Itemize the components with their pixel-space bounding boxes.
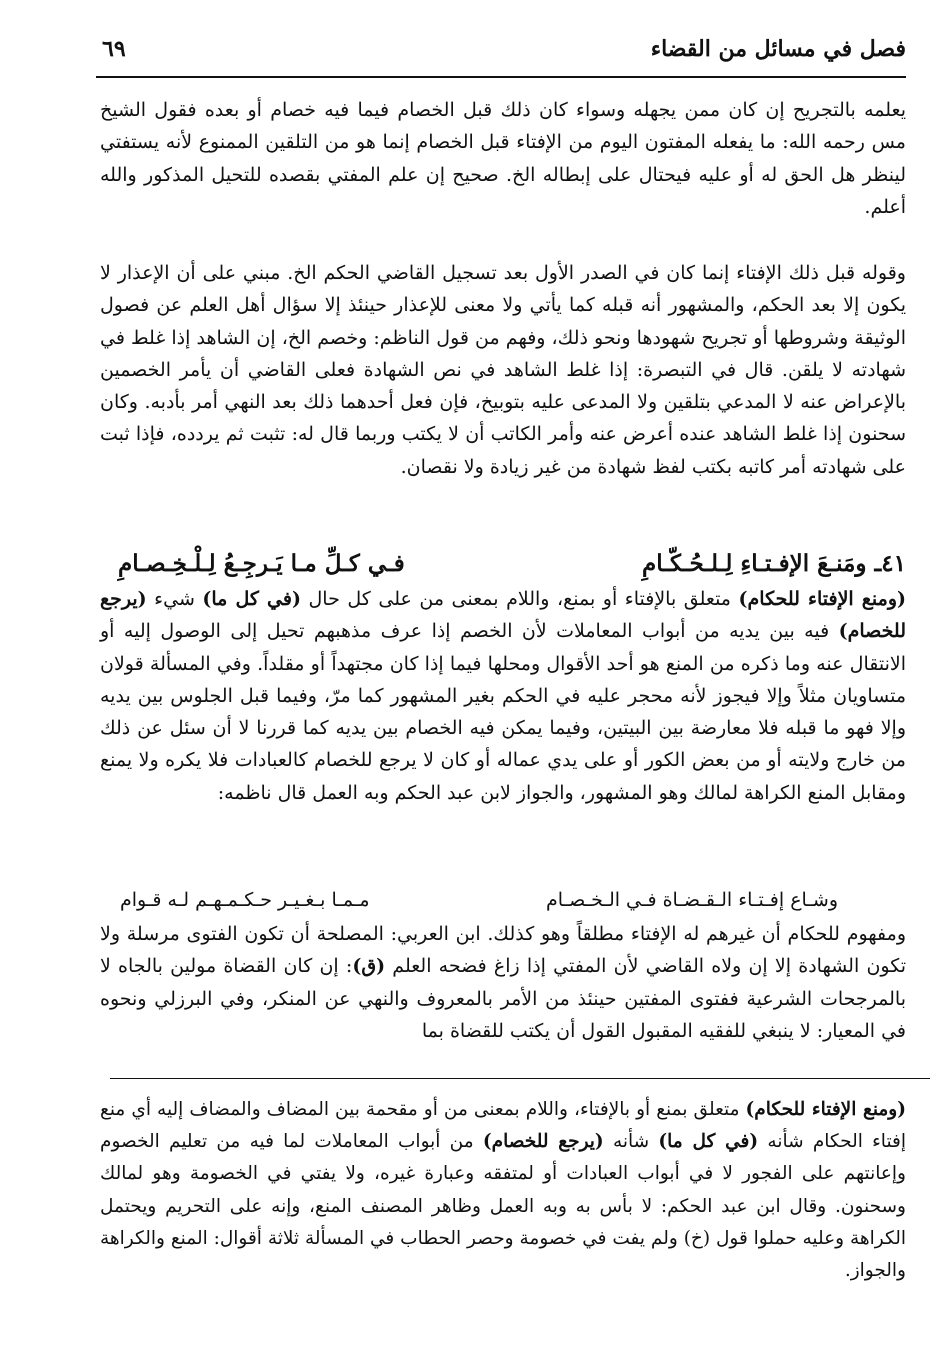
- paragraph-4-text-1: ومفهوم للحكام أن غيرهم له الإفتاء مطلقاً وهو كذلك. ابن العربي: المصلحة أن تكون الفتوى مرسلة ولا تكون الشهادة إلا إن ولاه القاضي لأن المفتي إذا زاغ فضحه العلم: [100, 923, 907, 978]
- footnote-text-3: من أبواب المعاملات لما فيه من تعليم الخصوم وإعانتهم على الفجور لا في أبواب العبادات أو لمتفقه وعبارة غيره، ولا يفتي في الخصومة وهو لمالك وسحنون. وقال ابن عبد الحكم: لا بأس به وبه العمل وظاهر المصنف المنع، وإنه على التحريم ويحتمل الكراهة وعليه حملوا قول (خ) ولم يفت في خصومة وحصر الحطاب في المسألة ثلاثة أقوال: المنع والكراهة والجواز.: [99, 1131, 906, 1282]
- paragraph-4-mark: (ق): [352, 955, 386, 978]
- footnote-quote-3: (يرجع للخصام): [482, 1131, 604, 1153]
- page-header: [96, 30, 906, 78]
- main-verse-second-hemistich: فـي كـلِّ مـا يَـرجِـعُ لِـلْـخِـصـامِ: [118, 550, 405, 577]
- footnote-divider: [110, 1078, 930, 1079]
- commentary-text-1: متعلق بالإفتاء أو بمنع، واللام بمعنى من على كل حال: [300, 588, 739, 610]
- paragraph-4: [100, 918, 906, 1047]
- footnote-text-2: شأنه: [603, 1131, 659, 1153]
- quoted-verse: [120, 884, 838, 916]
- paragraph-2-text: وقوله قبل ذلك الإفتاء إنما كان في الصدر الأول بعد تسجيل القاضي الحكم الخ. مبني على أن الإعذار لا يكون إلا بعد الحكم، والمشهور أنه قبله كما يأتي ولا معنى للإعذار حينئذ إلا سؤال أهل العلم عن فصول الوثيقة وشروطها أو تجريح شهودها ونحو ذلك، وفهم من قول الناظم: وخصم الخ، إن الشاهد إذا غلط في شهادته لا يلقن. قال في التبصرة: إذا غلط الشاهد في نص الشهادة فعلى القاضي أن يأمر الخصمين بالإعراض عنه لا المدعي بتلقين ولا المدعى عليه بتوبيخ، فإن فعل أحدهما ذلك بعد النهي أمر بأدبه. وكان سحنون إذا غلط الشاهد عنده أعرض عنه وأمر الكاتب أن لا يكتب وربما قال له: تثبت ثم يردده، فإذا ثبت على شهادته أمر كاتبه بكتب لفظ شهادة من غير زيادة ولا نقصان.: [100, 262, 906, 478]
- paragraph-2: [100, 257, 906, 483]
- paragraph-1-text: يعلمه بالتجريح إن كان ممن يجهله وسواء كان ذلك قبل الخصام فيما فيه خصام أو بعده فقول الشيخ مس رحمه الله: ما يفعله المفتون اليوم من الإفتاء قبل الخصام إنما هو من التلقين الممنوع لأنه يستفتي لينظر هل الحق له أو عليه فيحتال على إبطاله الخ. صحيح إن علم المفتي بقصده للتحيل المذكور والله أعلم.: [100, 99, 906, 218]
- commentary-quote-2: (في كل ما): [202, 588, 301, 610]
- commentary-quote-3: (يرجع للخصام): [100, 588, 906, 643]
- page-number: ٦٩: [102, 36, 126, 62]
- paragraph-1: [100, 94, 906, 223]
- quoted-verse-second-hemistich: مـمـا بـغـيـر حـكـمـهـم لـه قـوام: [120, 889, 370, 911]
- main-verse: [118, 548, 906, 580]
- main-verse-first-hemistich: ٤١ـ ومَنـعَ الإفـتـاءِ لِـلـحُـكّـامِ: [642, 550, 906, 577]
- footnote-quote-1: (ومنع الإفتاء للحكام): [745, 1099, 906, 1120]
- commentary-paragraph: [100, 583, 906, 809]
- footnote: [100, 1094, 906, 1287]
- commentary-quote-1: (ومنع الإفتاء للحكام): [738, 588, 906, 610]
- paragraph-4-text-2: : إن كان القضاة مولين بالجاه لا بالمرجحات الشرعية ففتوى المفتين حينئذ من الأمر بالمعروف والنهي عن المنكر، وفي البرزلي ونحوه في المعيار: لا ينبغي للفقيه المقبول القول أن يكتب للقضاة بما: [100, 955, 906, 1042]
- commentary-text-3: فيه بين يديه من أبواب المعاملات لأن الخصم إذا عرف مذهبهم تحيل إلى الوصول إليه أو الانتقال عنه وما ذكره من المنع هو أحد الأقوال ومحلها فيما إذا كان مجتهداً أو مقلداً. وفي المسألة قولان متساويان مثلاً وإلا فيجوز لأنه محجر عليه في الحكم بغير المشهور كما مرّ، وفيما قبل الجلوس بين يديه وإلا فهو ما قبله فلا معارضة بين البيتين، وفيما يمكن فيه الخصام بين يديه كما قررنا لا أن سئل عن ذلك من خارج ولايته أو من بعض الكور أو على يدي عماله أو كان لا يرجع للخصام كالعبادات فلا يكره ولا يمنع ومقابل المنع الكراهة لمالك وهو المشهور، والجواز لابن عبد الحكم وبه العمل قال ناظمه:: [100, 620, 906, 804]
- commentary-text: [100, 583, 906, 809]
- running-title: فصل في مسائل من القضاء: [650, 36, 906, 62]
- paragraph-4-text: [100, 918, 906, 1047]
- commentary-text-2: شيء: [146, 588, 203, 610]
- quoted-verse-first-hemistich: وشـاع إفـتـاء الـقـضـاة فـي الـخـصـام: [545, 889, 838, 911]
- footnote-text-1: متعلق بمنع أو بالإفتاء، واللام بمعنى من أو مقحمة بين المضاف والمضاف إليه أي منع إفتاء الحكام شأنه: [100, 1099, 907, 1153]
- footnote-text: [100, 1094, 906, 1287]
- footnote-quote-2: (في كل ما): [658, 1131, 759, 1153]
